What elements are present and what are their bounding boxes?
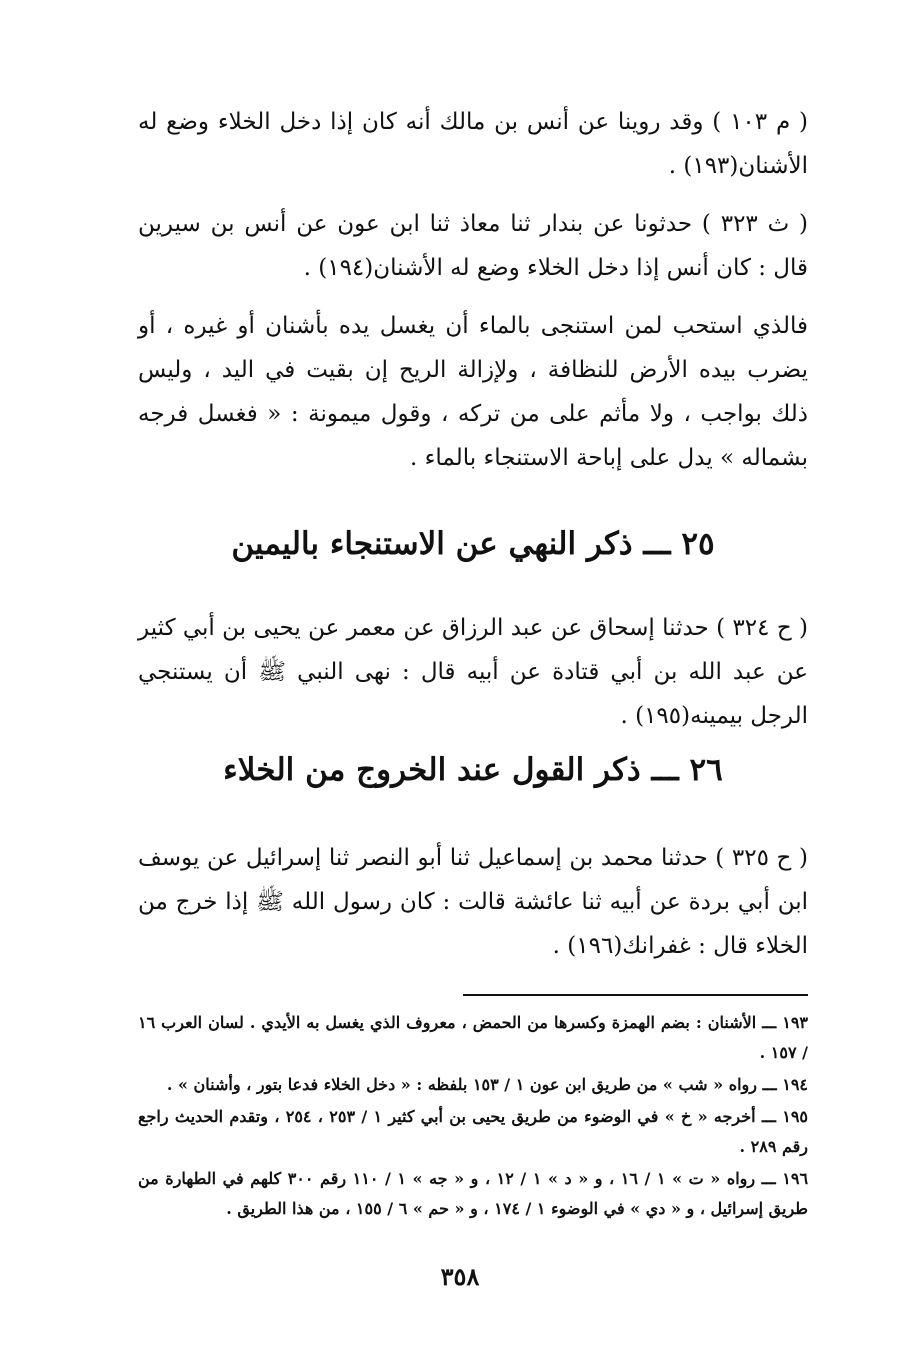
footnote-195: ١٩٥ ـــ أخرجه « خ » في الوضوء من طريق يحيى بن أبي كثير ١ / ٢٥٣ ، ٢٥٤ ، وتقدم الحديث راجع رقم ٢٨٩ .: [138, 1107, 808, 1156]
footnote-193: ١٩٣ ـــ الأشنان : بضم الهمزة وكسرها من الحمض ، معروف الذي يغسل به الأيدي . لسان العرب ١٦ / ١٥٧ .: [138, 1013, 809, 1062]
paragraph-h325: ( ح ٣٢٥ ) حدثنا محمد بن إسماعيل ثنا أبو النصر ثنا إسرائيل عن يوسف ابن أبي بردة عن أبيه ثنا عائشة قالت : كان رسول الله ﷺ إذا خرج من الخلاء قال : غفرانك(١٩٦) .: [138, 845, 808, 959]
paragraph-m103: ( م ١٠٣ ) وقد روينا عن أنس بن مالك أنه كان إذا دخل الخلاء وضع له الأشنان(١٩٣) .: [138, 109, 808, 179]
page-number: ٣٥٨: [440, 1262, 480, 1291]
section-heading-25: ٢٥ ـــ ذكر النهي عن الاستنجاء باليمين: [231, 526, 715, 562]
section-heading-26: ٢٦ ـــ ذكر القول عند الخروج من الخلاء: [223, 752, 723, 788]
paragraph-commentary: فالذي استحب لمن استنجى بالماء أن يغسل يده بأشنان أو غيره ، أو يضرب بيده الأرض للنظافة ، ولإزالة الريح إن بقيت في اليد ، وليس ذلك بواجب ، ولا مأثم على من تركه ، وقول ميمونة : « فغسل فرجه بشماله » يدل على إباحة الاستنجاء بالماء .: [138, 313, 808, 471]
paragraph-th323: ( ث ٣٢٣ ) حدثونا عن بندار ثنا معاذ ثنا ابن عون عن أنس بن سيرين قال : كان أنس إذا دخل الخلاء وضع له الأشنان(١٩٤) .: [138, 211, 809, 281]
footnote-196: ١٩٦ ـــ رواه « ت » ١ / ١٦ ، و « د » ١ / ١٢ ، و « جه » ١ / ١١٠ رقم ٣٠٠ كلهم في الطهارة من طريق إسرائيل ، و « دي » في الوضوء ١ / ١٧٤ ، و « حم » ٦ / ١٥٥ ، من هذا الطريق .: [138, 1169, 809, 1218]
footnote-194: ١٩٤ ـــ رواه « شب » من طريق ابن عون ١ / ١٥٣ بلفظه : « دخل الخلاء فدعا بتور ، وأشنان » .: [166, 1075, 808, 1094]
paragraph-h324: ( ح ٣٢٤ ) حدثنا إسحاق عن عبد الرزاق عن معمر عن يحيى بن أبي كثير عن عبد الله بن أبي قتادة عن أبيه قال : نهى النبي ﷺ أن يستنجي الرجل بيمينه(١٩٥) .: [138, 615, 808, 729]
footnote-divider: [463, 994, 808, 996]
